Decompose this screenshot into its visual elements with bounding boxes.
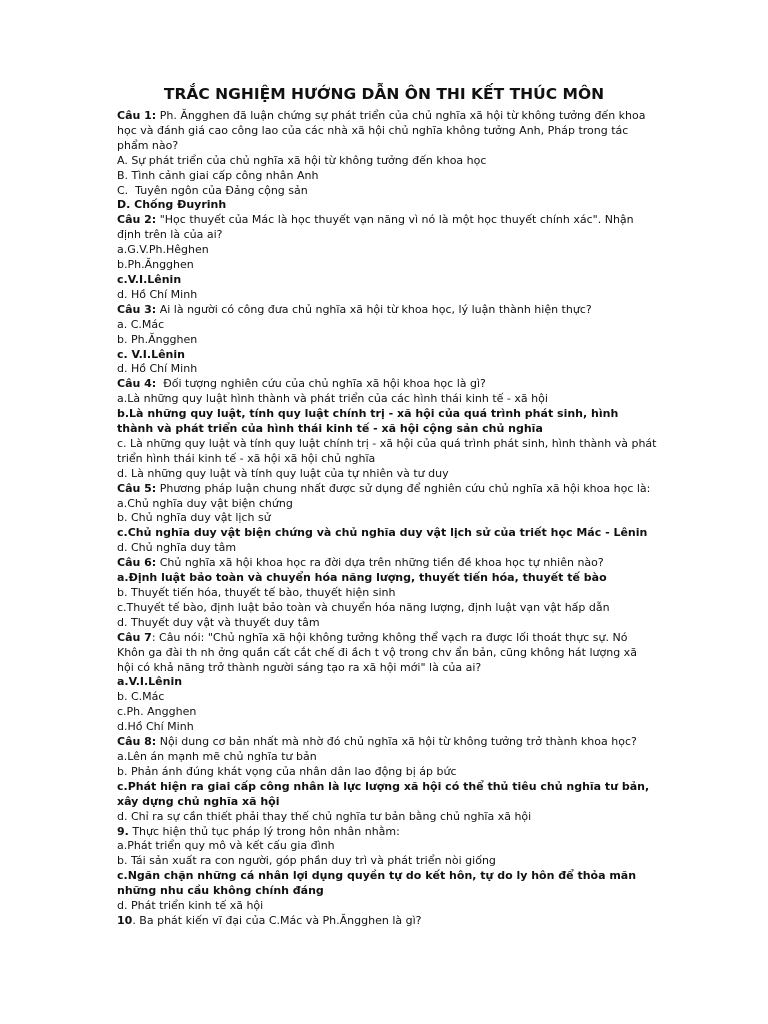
answer-option: a.Phát triển quy mô và kết cấu gia đình	[117, 839, 335, 853]
answer-option: b. Phản ánh đúng khát vọng của nhân dân lao động bị áp bức	[117, 764, 457, 778]
question-text: "Học thuyết của Mác là học thuyết vạn năng vì nó là một học thuyết chính xác". Nhận định trên là của ai?	[117, 213, 638, 242]
correct-answer-option: c.V.I.Lênin	[117, 272, 182, 286]
question-label: Câu 8:	[117, 735, 157, 749]
question-label: Câu 6:	[117, 556, 157, 570]
answer-option: c.Thuyết tế bào, định luật bảo toàn và chuyển hóa năng lượng, định luật vạn vật hấp dẫn	[117, 600, 610, 614]
answer-option: d. Thuyết duy vật và thuyết duy tâm	[117, 615, 320, 629]
question-text: Ai là người có công đưa chủ nghĩa xã hội từ khoa học, lý luận thành hiện thực?	[156, 302, 592, 316]
question-text: Nội dung cơ bản nhất mà nhờ đó chủ nghĩa xã hội từ không tưởng trở thành khoa học?	[156, 735, 637, 749]
question-9	[117, 825, 657, 840]
answer-option: d. Chủ nghĩa duy tâm	[117, 541, 237, 555]
answer-option: a.Là những quy luật hình thành và phát triển của các hình thái kinh tế - xã hội	[117, 392, 548, 406]
question-label: Câu 5:	[117, 481, 157, 495]
answer-option: c.Ph. Angghen	[117, 705, 197, 719]
answer-option: b.Ph.Ăngghen	[117, 258, 194, 272]
answer-option: d. Phát triển kinh tế xã hội	[117, 899, 264, 913]
question-text: Thực hiện thủ tục pháp lý trong hôn nhân nhằm:	[128, 824, 400, 838]
question-3	[117, 303, 657, 318]
answer-option: b. Thuyết tiến hóa, thuyết tế bào, thuyết hiện sinh	[117, 586, 396, 599]
answer-option: b. Ph.Ăngghen	[117, 332, 198, 346]
question-list	[117, 109, 660, 929]
answer-option: a.Lên án mạnh mẽ chủ nghĩa tư bản	[117, 749, 317, 763]
question-text: . Ba phát kiến vĩ đại của C.Mác và Ph.Ăngghen là gì?	[132, 913, 422, 927]
question-8	[117, 735, 657, 750]
question-label: Câu 2:	[117, 213, 157, 227]
answer-option: d. Hồ Chí Minh	[117, 362, 198, 376]
question-10	[117, 914, 657, 929]
correct-answer-option: c. V.I.Lênin	[117, 347, 185, 361]
question-label: Câu 7	[117, 630, 152, 644]
question-7	[117, 631, 657, 676]
correct-answer-option: c.Ngăn chặn những cá nhân lợi dụng quyền tự do kết hôn, tự do ly hôn để thỏa mãn những nhu cầu không chính đáng	[117, 869, 640, 898]
question-1	[117, 109, 657, 154]
question-text: Đối tượng nghiên cứu của chủ nghĩa xã hội khoa học là gì?	[156, 377, 486, 391]
question-label: 9.	[117, 824, 129, 838]
question-6	[117, 556, 657, 571]
page-title: TRẮC NGHIỆM HƯỚNG DẪN ÔN THI KẾT THÚC MÔN	[163, 85, 605, 103]
answer-option: a. C.Mác	[117, 317, 165, 331]
answer-option: A. Sự phát triển của chủ nghĩa xã hội từ không tưởng đến khoa học	[117, 153, 487, 167]
correct-answer-option: c.Phát hiện ra giai cấp công nhân là lực lượng xã hội có thể thủ tiêu chủ nghĩa tư bản, xây dựng chủ nghĩa xã hội	[117, 779, 654, 808]
answer-option: d. Là những quy luật và tính quy luật của tự nhiên và tư duy	[117, 466, 449, 480]
correct-answer-option: b.Là những quy luật, tính quy luật chính trị - xã hội của quá trình phát sinh, hình thành và phát triển của hình thái kinh tế - xã hội cộng sản chủ nghĩa	[117, 407, 623, 436]
question-label: Câu 3:	[117, 302, 157, 316]
question-label: Câu 1:	[117, 109, 157, 122]
answer-option: d. Hồ Chí Minh	[117, 287, 198, 301]
question-4	[117, 377, 657, 392]
correct-answer-option: a.Định luật bảo toàn và chuyển hóa năng lượng, thuyết tiến hóa, thuyết tế bào	[117, 571, 607, 585]
question-text: Chủ nghĩa xã hội khoa học ra đời dựa trên những tiền đề khoa học tự nhiên nào?	[156, 556, 604, 570]
correct-answer-option: D. Chống Đuyrinh	[117, 198, 227, 212]
answer-option: b. Chủ nghĩa duy vật lịch sử	[117, 511, 271, 525]
answer-option: C. Tuyên ngôn của Đảng cộng sản	[117, 183, 308, 197]
question-2	[117, 213, 657, 243]
answer-option: d. Chỉ ra sự cần thiết phải thay thế chủ nghĩa tư bản bằng chủ nghĩa xã hội	[117, 809, 532, 823]
correct-answer-option: a.V.I.Lênin	[117, 675, 183, 689]
answer-option: a.Chủ nghĩa duy vật biện chứng	[117, 496, 293, 510]
answer-option: B. Tình cảnh giai cấp công nhân Anh	[117, 168, 319, 182]
question-text: Phương pháp luận chung nhất được sử dụng để nghiên cứu chủ nghĩa xã hội khoa học là:	[156, 481, 651, 495]
question-text: : Câu nói: "Chủ nghĩa xã hội không tưởng không thể vạch ra được lối thoát thực sự. Nó Khôn ga đài th nh ởng quần cất cắt chế đi ầch t vộ trong chv ẩn bản, cũng không hát lượng xã hội có khả năng trở thành người sáng tạo ra xã hội mới" là của ai?	[117, 630, 641, 674]
answer-option: a.G.V.Ph.Hêghen	[117, 243, 209, 257]
question-label: 10	[117, 913, 133, 927]
answer-option: d.Hồ Chí Minh	[117, 720, 194, 734]
question-5	[117, 482, 657, 497]
answer-option: b. Tái sản xuất ra con người, góp phần duy trì và phát triển nòi giống	[117, 854, 496, 868]
question-label: Câu 4:	[117, 377, 157, 391]
correct-answer-option: c.Chủ nghĩa duy vật biện chứng và chủ nghĩa duy vật lịch sử của triết học Mác - Lênin	[117, 526, 648, 540]
answer-option: b. C.Mác	[117, 690, 165, 704]
answer-option: c. Là những quy luật và tính quy luật chính trị - xã hội của quá trình phát sinh, hình thành và phát triển hình thái kinh tế - xã hội xã hội chủ nghĩa	[117, 436, 660, 465]
question-text: Ph. Ăngghen đã luận chứng sự phát triển của chủ nghĩa xã hội từ không tưởng đến khoa học và đánh giá cao công lao của các nhà xã hội chủ nghĩa không tưởng Anh, Pháp trong tác phẩm nào?	[117, 109, 649, 152]
